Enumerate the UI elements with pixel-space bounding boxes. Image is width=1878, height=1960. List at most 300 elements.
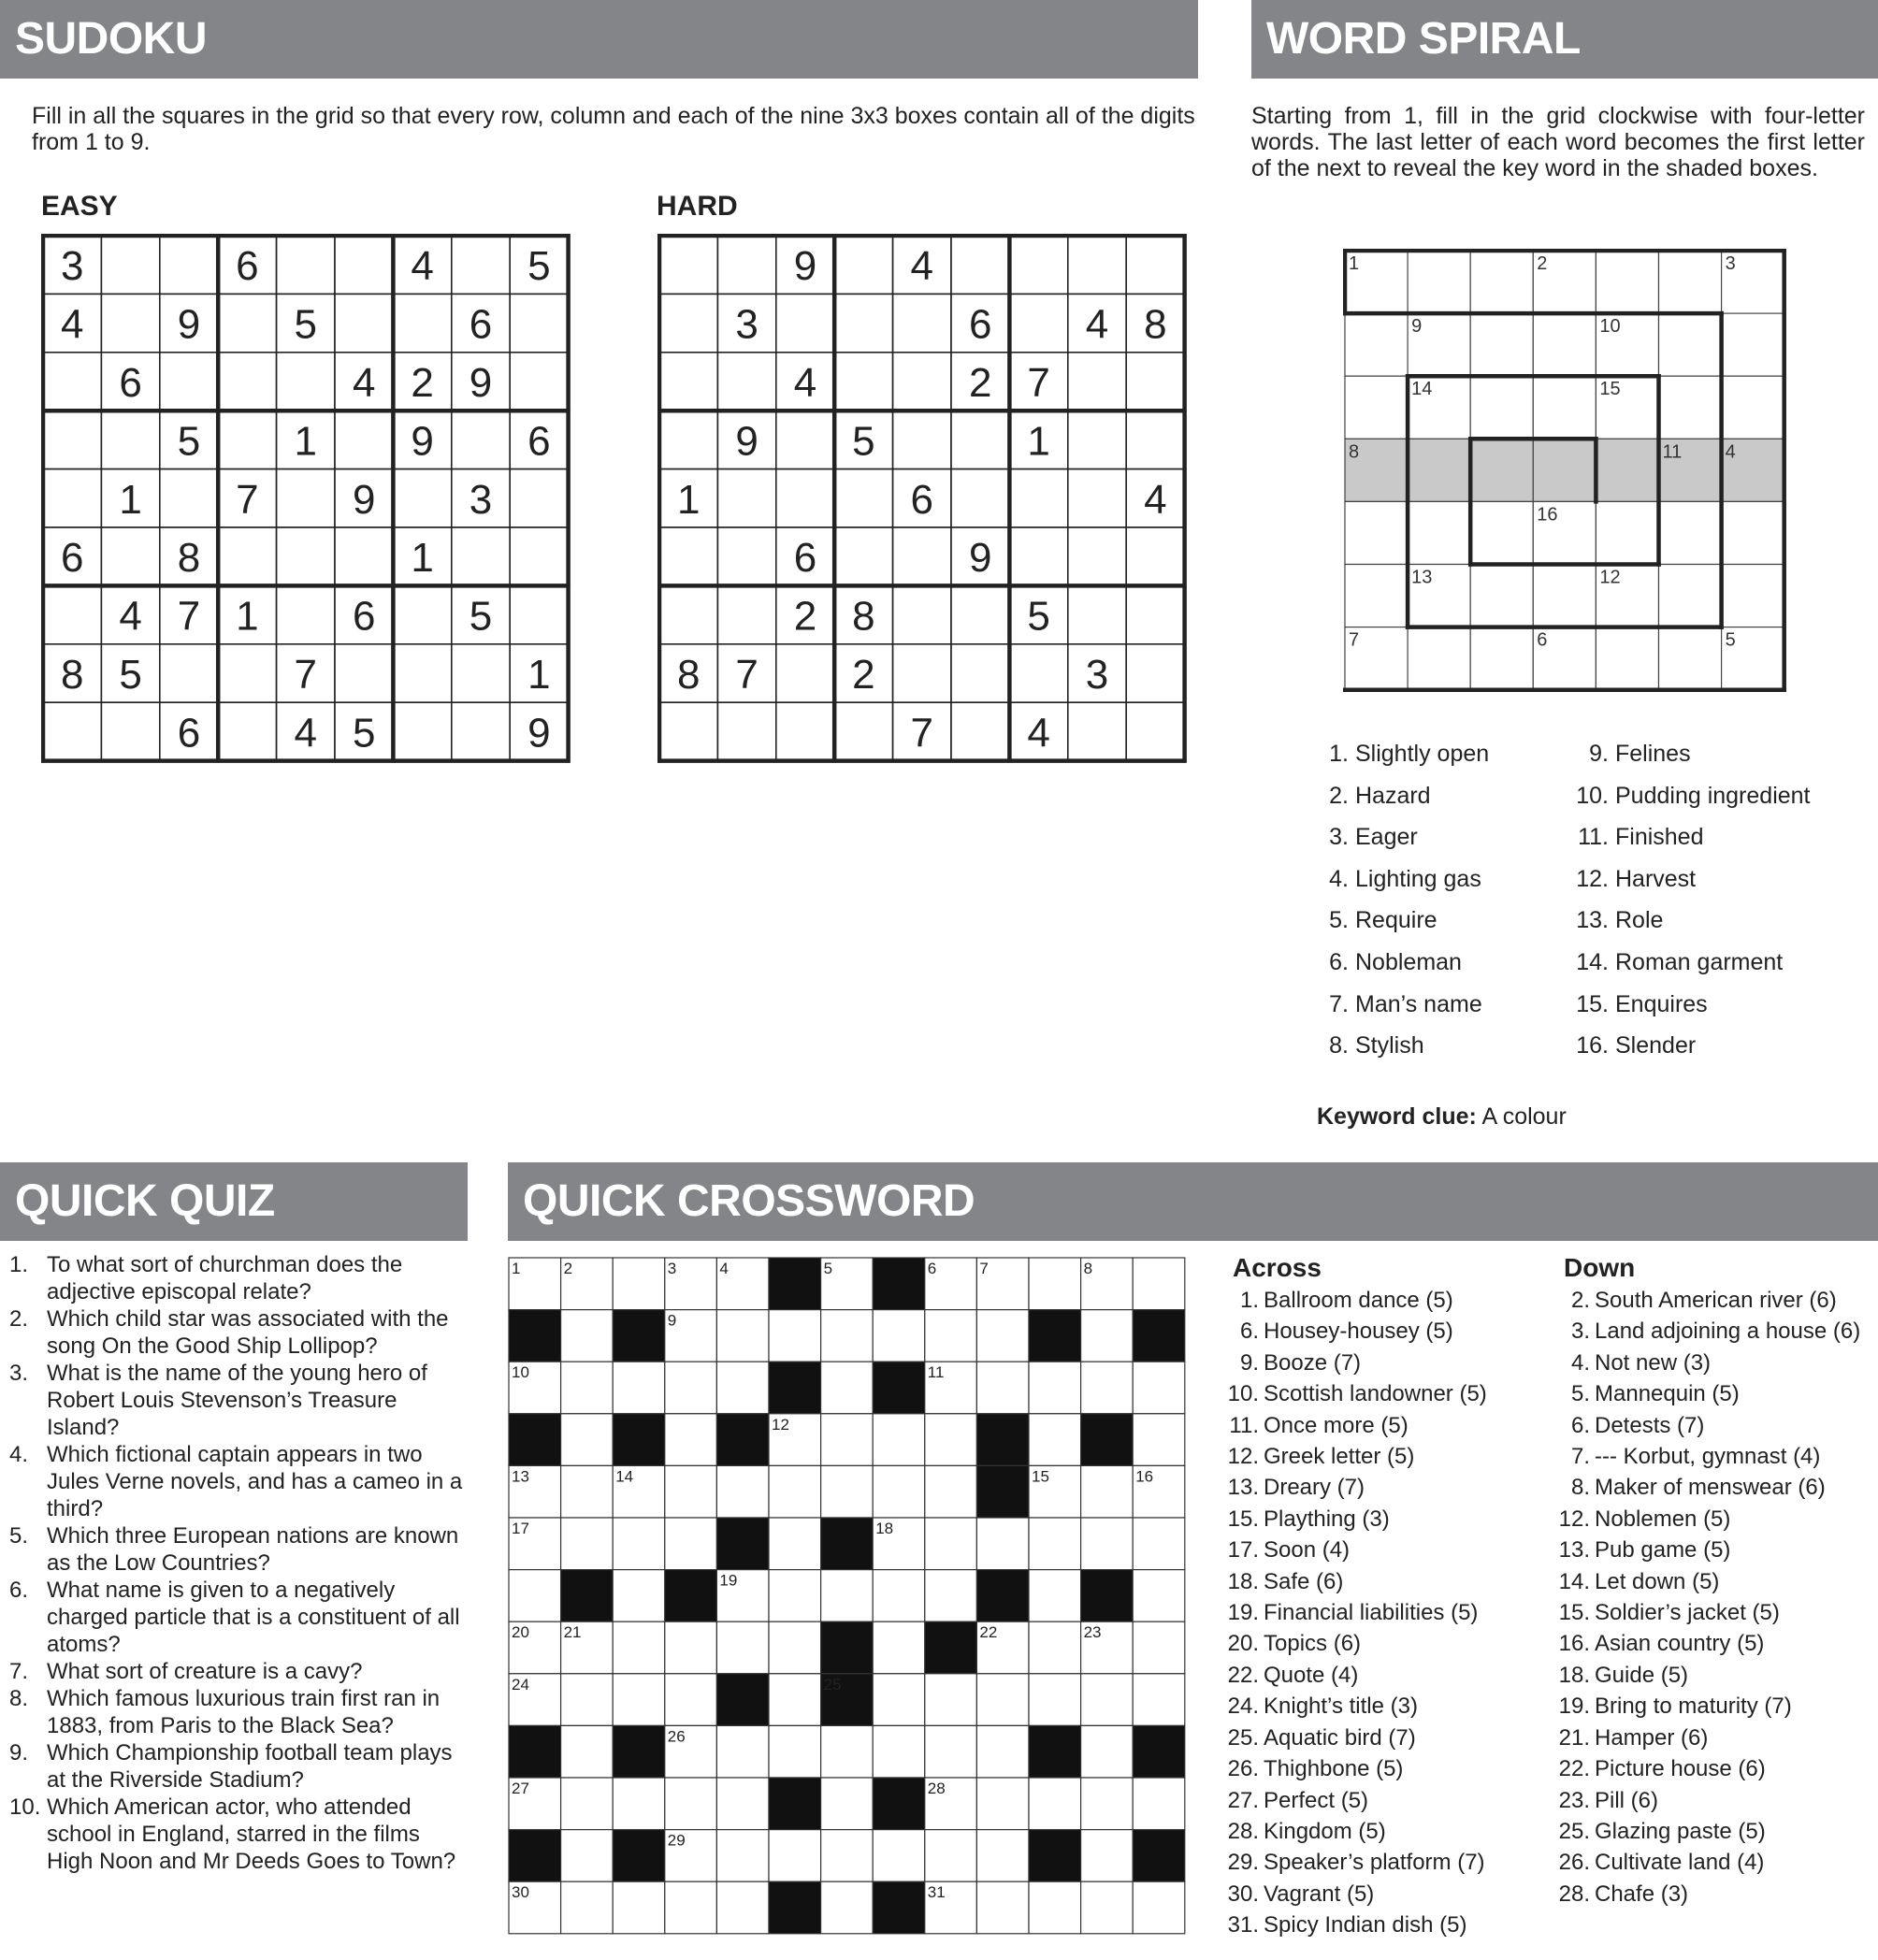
sudoku-cell[interactable] bbox=[160, 236, 218, 294]
crossword-grid[interactable] bbox=[508, 1257, 1187, 1939]
crossword-cell[interactable] bbox=[1081, 1310, 1134, 1362]
crossword-cell-number: 3 bbox=[667, 1260, 677, 1277]
sudoku-cell[interactable] bbox=[717, 585, 775, 643]
crossword-cell[interactable] bbox=[716, 1362, 769, 1414]
sudoku-cell[interactable] bbox=[218, 294, 276, 352]
quiz-question bbox=[9, 1739, 468, 1794]
crossword-cell[interactable] bbox=[1081, 1362, 1134, 1414]
crossword-clue-number: 2. bbox=[1570, 1288, 1590, 1313]
sudoku-cell[interactable] bbox=[101, 702, 159, 760]
sudoku-cell[interactable] bbox=[452, 411, 510, 468]
sudoku-cell[interactable] bbox=[717, 469, 775, 527]
spiral-clue bbox=[1575, 991, 1874, 1033]
crossword-cell[interactable] bbox=[1133, 1414, 1185, 1466]
crossword-cell[interactable] bbox=[1133, 1778, 1185, 1830]
crossword-cell[interactable] bbox=[821, 1830, 874, 1882]
sudoku-cell[interactable] bbox=[1126, 353, 1184, 411]
sudoku-given-digit: 2 bbox=[968, 360, 992, 406]
sudoku-cell[interactable] bbox=[1009, 644, 1067, 702]
crossword-cell[interactable] bbox=[1029, 1881, 1081, 1934]
crossword-cell[interactable] bbox=[1029, 1414, 1081, 1466]
crossword-cell[interactable] bbox=[1133, 1362, 1185, 1414]
sudoku-cell[interactable] bbox=[218, 411, 276, 468]
crossword-cell[interactable] bbox=[613, 1778, 665, 1830]
sudoku-cell[interactable] bbox=[1068, 411, 1126, 468]
crossword-cell[interactable] bbox=[1029, 1518, 1081, 1570]
spiral-cell[interactable] bbox=[1470, 501, 1533, 564]
sudoku-cell[interactable] bbox=[160, 469, 218, 527]
sudoku-cell[interactable] bbox=[160, 353, 218, 411]
spiral-cell[interactable] bbox=[1659, 376, 1722, 439]
spiral-cell[interactable] bbox=[1659, 313, 1722, 376]
spiral-clue bbox=[1575, 866, 1874, 908]
sudoku-cell[interactable] bbox=[659, 527, 717, 585]
crossword-clue bbox=[1223, 1722, 1560, 1753]
crossword-cell[interactable] bbox=[873, 1725, 925, 1778]
sudoku-cell[interactable] bbox=[717, 353, 775, 411]
crossword-cell[interactable] bbox=[613, 1674, 665, 1726]
spiral-shaded-cell[interactable] bbox=[1470, 439, 1533, 501]
spiral-cell[interactable] bbox=[1722, 376, 1784, 439]
crossword-cell[interactable] bbox=[561, 1310, 614, 1362]
sudoku-cell[interactable] bbox=[717, 527, 775, 585]
sudoku-cell[interactable] bbox=[776, 411, 834, 468]
crossword-cell[interactable] bbox=[873, 1570, 925, 1622]
sudoku-cell[interactable] bbox=[43, 353, 101, 411]
crossword-cell[interactable] bbox=[1133, 1258, 1185, 1310]
sudoku-cell[interactable] bbox=[393, 644, 451, 702]
crossword-cell[interactable] bbox=[561, 1518, 614, 1570]
sudoku-cell[interactable] bbox=[1126, 411, 1184, 468]
spiral-cell[interactable] bbox=[1470, 251, 1533, 313]
spiral-clue-number: 14 bbox=[1411, 379, 1433, 400]
crossword-clue bbox=[1223, 1535, 1560, 1565]
sudoku-cell[interactable] bbox=[43, 411, 101, 468]
sudoku-cell[interactable] bbox=[1009, 469, 1067, 527]
crossword-cell[interactable] bbox=[613, 1518, 665, 1570]
crossword-cell-number: 2 bbox=[563, 1260, 573, 1277]
sudoku-cell[interactable] bbox=[834, 702, 892, 760]
crossword-cell[interactable] bbox=[1133, 1881, 1185, 1934]
crossword-cell[interactable] bbox=[665, 1881, 717, 1934]
sudoku-cell[interactable] bbox=[659, 702, 717, 760]
crossword-cell[interactable] bbox=[561, 1881, 614, 1934]
crossword-cell[interactable] bbox=[873, 1414, 925, 1466]
spiral-cell[interactable] bbox=[1345, 565, 1408, 627]
sudoku-cell[interactable] bbox=[659, 294, 717, 352]
sudoku-cell[interactable] bbox=[951, 585, 1009, 643]
crossword-clue-text: Not new (3) bbox=[1595, 1349, 1712, 1376]
sudoku-cell[interactable] bbox=[1126, 236, 1184, 294]
crossword-clue-text: Soon (4) bbox=[1264, 1537, 1351, 1564]
spiral-cell[interactable] bbox=[1408, 251, 1470, 313]
sudoku-cell[interactable] bbox=[1068, 527, 1126, 585]
spiral-cell[interactable] bbox=[1533, 565, 1596, 627]
crossword-clue-number: 29. bbox=[1227, 1850, 1259, 1876]
crossword-cell-number: 6 bbox=[927, 1260, 937, 1277]
spiral-clue-number: 4 bbox=[1725, 441, 1736, 463]
crossword-cell[interactable] bbox=[873, 1310, 925, 1362]
crossword-cell[interactable] bbox=[769, 1674, 821, 1726]
sudoku-given-digit: 5 bbox=[177, 418, 201, 465]
crossword-cell[interactable] bbox=[925, 1310, 977, 1362]
crossword-clue-number: 19. bbox=[1227, 1600, 1259, 1626]
sudoku-cell[interactable] bbox=[893, 585, 951, 643]
crossword-cell[interactable] bbox=[561, 1414, 614, 1466]
sudoku-hard-grid[interactable] bbox=[657, 234, 1187, 763]
crossword-cell[interactable] bbox=[561, 1362, 614, 1414]
crossword-cell[interactable] bbox=[613, 1881, 665, 1934]
crossword-cell[interactable] bbox=[976, 1778, 1029, 1830]
crossword-clue-text: Aquatic bird (7) bbox=[1264, 1724, 1416, 1751]
crossword-cell[interactable] bbox=[665, 1518, 717, 1570]
sudoku-cell[interactable] bbox=[160, 644, 218, 702]
sudoku-cell[interactable] bbox=[335, 294, 393, 352]
crossword-cell[interactable] bbox=[821, 1362, 874, 1414]
crossword-cell[interactable] bbox=[716, 1725, 769, 1778]
sudoku-cell[interactable] bbox=[951, 469, 1009, 527]
crossword-cell[interactable] bbox=[1081, 1674, 1134, 1726]
sudoku-cell[interactable] bbox=[1126, 702, 1184, 760]
spiral-clue-number: 13. bbox=[1576, 907, 1609, 934]
spiral-clue-number: 11. bbox=[1578, 824, 1609, 851]
sudoku-easy-grid[interactable] bbox=[41, 234, 571, 763]
crossword-cell[interactable] bbox=[976, 1830, 1029, 1882]
crossword-cell[interactable] bbox=[821, 1414, 874, 1466]
crossword-cell[interactable] bbox=[665, 1778, 717, 1830]
sudoku-cell[interactable] bbox=[1068, 469, 1126, 527]
crossword-cell[interactable] bbox=[1081, 1830, 1134, 1882]
crossword-cell[interactable] bbox=[873, 1674, 925, 1726]
sudoku-cell[interactable] bbox=[101, 236, 159, 294]
sudoku-cell[interactable] bbox=[951, 411, 1009, 468]
crossword-cell[interactable] bbox=[613, 1621, 665, 1674]
crossword-cell[interactable] bbox=[925, 1518, 977, 1570]
crossword-cell[interactable] bbox=[716, 1621, 769, 1674]
crossword-cell[interactable] bbox=[976, 1725, 1029, 1778]
sudoku-given-digit: 5 bbox=[294, 301, 318, 348]
sudoku-cell[interactable] bbox=[1068, 236, 1126, 294]
crossword-cell[interactable] bbox=[1029, 1778, 1081, 1830]
sudoku-cell[interactable] bbox=[277, 527, 335, 585]
crossword-cell[interactable] bbox=[561, 1465, 614, 1518]
crossword-cell[interactable] bbox=[665, 1621, 717, 1674]
crossword-cell[interactable] bbox=[925, 1570, 977, 1622]
crossword-clue-number: 6. bbox=[1239, 1319, 1259, 1345]
crossword-clue-text: Spicy Indian dish (5) bbox=[1264, 1912, 1467, 1938]
sudoku-cell[interactable] bbox=[218, 702, 276, 760]
sudoku-cell[interactable] bbox=[393, 585, 451, 643]
crossword-cell[interactable] bbox=[925, 1414, 977, 1466]
spiral-cell[interactable] bbox=[1345, 313, 1408, 376]
crossword-cell[interactable] bbox=[769, 1310, 821, 1362]
crossword-cell[interactable] bbox=[873, 1830, 925, 1882]
crossword-cell[interactable] bbox=[925, 1725, 977, 1778]
spiral-cell[interactable] bbox=[1470, 565, 1533, 627]
crossword-clue-number: 28. bbox=[1227, 1818, 1259, 1844]
crossword-cell[interactable] bbox=[1029, 1621, 1081, 1674]
crossword-clue-text: Land adjoining a house (6) bbox=[1595, 1319, 1861, 1345]
sudoku-cell[interactable] bbox=[776, 294, 834, 352]
crossword-cell[interactable] bbox=[613, 1362, 665, 1414]
spiral-cell[interactable] bbox=[1533, 376, 1596, 439]
crossword-cell[interactable] bbox=[1133, 1674, 1185, 1726]
sudoku-given-digit: 4 bbox=[1085, 301, 1109, 348]
crossword-cell[interactable] bbox=[665, 1362, 717, 1414]
spiral-cell[interactable] bbox=[1345, 501, 1408, 564]
crossword-cell[interactable] bbox=[769, 1725, 821, 1778]
crossword-cell[interactable] bbox=[873, 1465, 925, 1518]
crossword-cell[interactable] bbox=[1133, 1570, 1185, 1622]
crossword-cell[interactable] bbox=[821, 1570, 874, 1622]
crossword-cell[interactable] bbox=[613, 1570, 665, 1622]
crossword-cell[interactable] bbox=[561, 1830, 614, 1882]
sudoku-cell[interactable] bbox=[277, 236, 335, 294]
crossword-black-cell bbox=[716, 1414, 769, 1466]
sudoku-cell[interactable] bbox=[452, 527, 510, 585]
crossword-cell[interactable] bbox=[716, 1465, 769, 1518]
spiral-clue-number: 8 bbox=[1349, 441, 1360, 463]
spiral-clue-text: Slender bbox=[1615, 1032, 1697, 1059]
spiral-cell[interactable] bbox=[1722, 565, 1784, 627]
crossword-cell[interactable] bbox=[1081, 1518, 1134, 1570]
sudoku-cell[interactable] bbox=[717, 236, 775, 294]
crossword-cell[interactable] bbox=[821, 1310, 874, 1362]
crossword-cell[interactable] bbox=[561, 1778, 614, 1830]
crossword-cell[interactable] bbox=[1133, 1518, 1185, 1570]
spiral-cell[interactable] bbox=[1408, 501, 1470, 564]
crossword-clue-number: 27. bbox=[1227, 1787, 1259, 1813]
sudoku-cell[interactable] bbox=[393, 294, 451, 352]
crossword-cell[interactable] bbox=[925, 1465, 977, 1518]
sudoku-cell[interactable] bbox=[659, 585, 717, 643]
crossword-cell[interactable] bbox=[716, 1881, 769, 1934]
crossword-cell[interactable] bbox=[613, 1258, 665, 1310]
crossword-black-cell bbox=[1029, 1310, 1081, 1362]
spiral-shaded-cell[interactable] bbox=[1533, 439, 1596, 501]
quick-quiz-header: QUICK QUIZ bbox=[0, 1162, 468, 1241]
crossword-cell[interactable] bbox=[665, 1465, 717, 1518]
spiral-clue bbox=[1575, 949, 1874, 991]
sudoku-cell[interactable] bbox=[776, 702, 834, 760]
crossword-cell[interactable] bbox=[509, 1570, 561, 1622]
sudoku-cell[interactable] bbox=[510, 353, 568, 411]
crossword-cell[interactable] bbox=[1029, 1570, 1081, 1622]
crossword-clue-text: South American river (6) bbox=[1595, 1288, 1837, 1313]
crossword-cell[interactable] bbox=[769, 1518, 821, 1570]
crossword-cell[interactable] bbox=[769, 1830, 821, 1882]
crossword-clue-text: Maker of menswear (6) bbox=[1595, 1475, 1826, 1501]
spiral-cell[interactable] bbox=[1470, 627, 1533, 690]
crossword-cell[interactable] bbox=[1029, 1258, 1081, 1310]
sudoku-cell[interactable] bbox=[951, 236, 1009, 294]
sudoku-cell[interactable] bbox=[1126, 585, 1184, 643]
crossword-cell[interactable] bbox=[561, 1725, 614, 1778]
sudoku-cell[interactable] bbox=[1126, 644, 1184, 702]
crossword-cell[interactable] bbox=[769, 1621, 821, 1674]
sudoku-given-digit: 9 bbox=[411, 418, 434, 465]
crossword-cell[interactable] bbox=[821, 1465, 874, 1518]
sudoku-cell[interactable] bbox=[43, 702, 101, 760]
spiral-cell[interactable] bbox=[1722, 313, 1784, 376]
crossword-cell[interactable] bbox=[716, 1830, 769, 1882]
sudoku-given-digit: 1 bbox=[1027, 418, 1050, 465]
sudoku-cell[interactable] bbox=[335, 527, 393, 585]
spiral-shaded-cell[interactable] bbox=[1596, 439, 1658, 501]
sudoku-cell[interactable] bbox=[893, 411, 951, 468]
crossword-cell[interactable] bbox=[1081, 1778, 1134, 1830]
sudoku-cell[interactable] bbox=[218, 644, 276, 702]
crossword-cell[interactable] bbox=[716, 1310, 769, 1362]
spiral-cell[interactable] bbox=[1470, 376, 1533, 439]
crossword-cell-number: 9 bbox=[667, 1311, 677, 1330]
crossword-cell[interactable] bbox=[1029, 1674, 1081, 1726]
sudoku-cell[interactable] bbox=[893, 527, 951, 585]
crossword-cell[interactable] bbox=[976, 1362, 1029, 1414]
spiral-cell[interactable] bbox=[1345, 376, 1408, 439]
sudoku-given-digit: 7 bbox=[236, 476, 259, 523]
crossword-black-cell bbox=[769, 1258, 821, 1310]
sudoku-cell[interactable] bbox=[393, 702, 451, 760]
crossword-cell[interactable] bbox=[665, 1414, 717, 1466]
spiral-cell[interactable] bbox=[1659, 501, 1722, 564]
sudoku-cell[interactable] bbox=[452, 236, 510, 294]
sudoku-cell[interactable] bbox=[452, 644, 510, 702]
spiral-cell[interactable] bbox=[1659, 565, 1722, 627]
crossword-cell[interactable] bbox=[821, 1778, 874, 1830]
sudoku-cell[interactable] bbox=[776, 644, 834, 702]
sudoku-cell[interactable] bbox=[101, 411, 159, 468]
spiral-cell[interactable] bbox=[1722, 501, 1784, 564]
crossword-cell[interactable] bbox=[925, 1674, 977, 1726]
crossword-cell[interactable] bbox=[821, 1725, 874, 1778]
crossword-cell[interactable] bbox=[561, 1674, 614, 1726]
quiz-question-number: 9. bbox=[9, 1740, 29, 1765]
spiral-cell[interactable] bbox=[1596, 501, 1658, 564]
sudoku-given-digit: 4 bbox=[352, 360, 376, 406]
sudoku-cell[interactable] bbox=[1009, 527, 1067, 585]
sudoku-cell[interactable] bbox=[893, 353, 951, 411]
sudoku-cell[interactable] bbox=[335, 236, 393, 294]
sudoku-given-digit: 7 bbox=[910, 710, 934, 757]
crossword-black-cell bbox=[976, 1465, 1029, 1518]
sudoku-cell[interactable] bbox=[834, 353, 892, 411]
sudoku-cell[interactable] bbox=[1126, 527, 1184, 585]
sudoku-cell[interactable] bbox=[834, 294, 892, 352]
sudoku-cell[interactable] bbox=[510, 294, 568, 352]
crossword-cell[interactable] bbox=[976, 1674, 1029, 1726]
crossword-cell[interactable] bbox=[716, 1778, 769, 1830]
sudoku-cell[interactable] bbox=[101, 294, 159, 352]
crossword-cell-number: 28 bbox=[927, 1780, 946, 1797]
crossword-cell[interactable] bbox=[1081, 1465, 1134, 1518]
sudoku-cell[interactable] bbox=[717, 702, 775, 760]
sudoku-cell[interactable] bbox=[1009, 294, 1067, 352]
sudoku-cell[interactable] bbox=[951, 702, 1009, 760]
sudoku-cell[interactable] bbox=[1068, 585, 1126, 643]
spiral-clue-number: 3 bbox=[1725, 253, 1736, 274]
crossword-cell[interactable] bbox=[1081, 1881, 1134, 1934]
spiral-cell[interactable] bbox=[1659, 627, 1722, 690]
sudoku-cell[interactable] bbox=[452, 702, 510, 760]
sudoku-cell[interactable] bbox=[335, 411, 393, 468]
sudoku-cell[interactable] bbox=[834, 527, 892, 585]
spiral-cell[interactable] bbox=[1470, 313, 1533, 376]
sudoku-cell[interactable] bbox=[510, 585, 568, 643]
quiz-question-text: Which Championship football team plays at the Riverside Stadium? bbox=[47, 1740, 453, 1793]
crossword-cell[interactable] bbox=[976, 1881, 1029, 1934]
sudoku-cell[interactable] bbox=[218, 353, 276, 411]
sudoku-cell[interactable] bbox=[834, 469, 892, 527]
quiz-question-number: 5. bbox=[9, 1523, 29, 1549]
sudoku-cell[interactable] bbox=[834, 236, 892, 294]
sudoku-cell[interactable] bbox=[893, 294, 951, 352]
sudoku-cell[interactable] bbox=[1009, 236, 1067, 294]
sudoku-cell[interactable] bbox=[659, 236, 717, 294]
crossword-cell[interactable] bbox=[873, 1621, 925, 1674]
crossword-cell[interactable] bbox=[665, 1674, 717, 1726]
crossword-cell[interactable] bbox=[1029, 1362, 1081, 1414]
crossword-cell-number: 14 bbox=[615, 1467, 634, 1486]
crossword-cell[interactable] bbox=[769, 1570, 821, 1622]
sudoku-cell[interactable] bbox=[277, 469, 335, 527]
crossword-cell-number: 4 bbox=[719, 1260, 729, 1277]
sudoku-cell[interactable] bbox=[43, 469, 101, 527]
crossword-cell[interactable] bbox=[976, 1518, 1029, 1570]
sudoku-cell[interactable] bbox=[277, 353, 335, 411]
crossword-black-cell bbox=[873, 1362, 925, 1414]
crossword-clue bbox=[1554, 1441, 1872, 1472]
sudoku-cell[interactable] bbox=[218, 527, 276, 585]
spiral-cell[interactable] bbox=[1533, 313, 1596, 376]
sudoku-cell[interactable] bbox=[393, 469, 451, 527]
sudoku-given-digit: 3 bbox=[1085, 652, 1109, 698]
word-spiral-grid[interactable] bbox=[1343, 249, 1786, 692]
crossword-cell[interactable] bbox=[821, 1881, 874, 1934]
sudoku-cell[interactable] bbox=[893, 644, 951, 702]
sudoku-cell[interactable] bbox=[776, 469, 834, 527]
spiral-cell[interactable] bbox=[1408, 627, 1470, 690]
sudoku-cell[interactable] bbox=[1068, 702, 1126, 760]
spiral-shaded-cell[interactable] bbox=[1408, 439, 1470, 501]
spiral-cell[interactable] bbox=[1596, 627, 1658, 690]
sudoku-cell[interactable] bbox=[101, 527, 159, 585]
sudoku-cell[interactable] bbox=[659, 411, 717, 468]
sudoku-given-digit: 6 bbox=[793, 535, 817, 582]
crossword-cell[interactable] bbox=[976, 1310, 1029, 1362]
sudoku-cell[interactable] bbox=[43, 585, 101, 643]
spiral-cell[interactable] bbox=[1659, 251, 1722, 313]
spiral-clue-text: Slightly open bbox=[1355, 741, 1490, 767]
crossword-cell[interactable] bbox=[925, 1830, 977, 1882]
spiral-clue-number: 5 bbox=[1725, 629, 1736, 651]
sudoku-cell[interactable] bbox=[951, 644, 1009, 702]
crossword-cell[interactable] bbox=[1081, 1725, 1134, 1778]
sudoku-cell[interactable] bbox=[335, 644, 393, 702]
crossword-clue-text: Vagrant (5) bbox=[1264, 1881, 1375, 1907]
sudoku-cell[interactable] bbox=[1068, 353, 1126, 411]
sudoku-header: SUDOKU bbox=[0, 0, 1198, 79]
crossword-cell[interactable] bbox=[1133, 1621, 1185, 1674]
crossword-cell[interactable] bbox=[769, 1465, 821, 1518]
sudoku-cell[interactable] bbox=[510, 469, 568, 527]
sudoku-cell[interactable] bbox=[277, 585, 335, 643]
sudoku-cell[interactable] bbox=[510, 527, 568, 585]
crossword-clue-text: Topics (6) bbox=[1264, 1631, 1362, 1657]
spiral-cell[interactable] bbox=[1596, 251, 1658, 313]
word-spiral-clues-right bbox=[1575, 741, 1874, 1074]
sudoku-cell[interactable] bbox=[659, 353, 717, 411]
